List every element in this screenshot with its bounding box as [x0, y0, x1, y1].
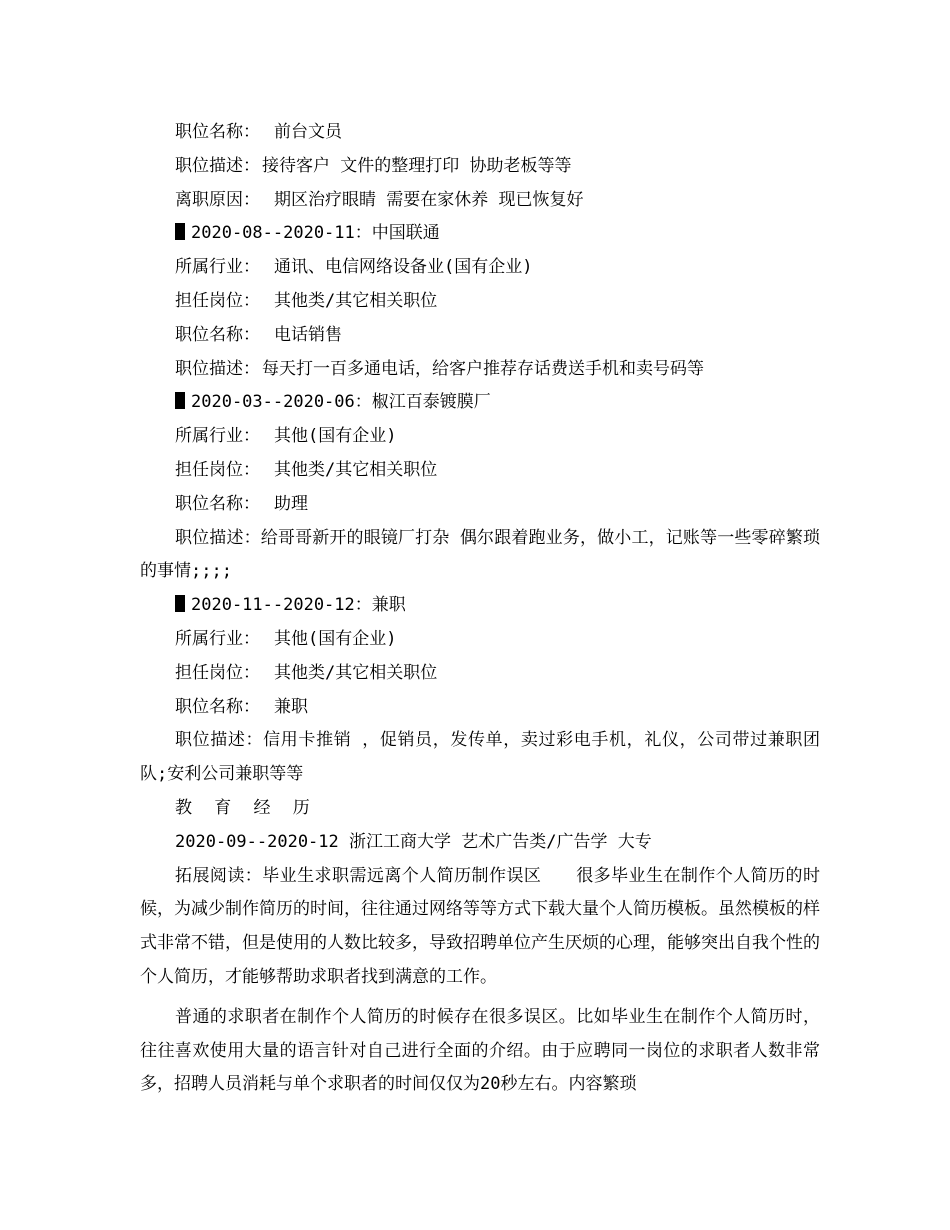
- job-post-value: 其他类/其它相关职位: [274, 662, 438, 683]
- job-description-row: [140, 150, 820, 184]
- job-post-label: 担任岗位：: [175, 459, 260, 480]
- job-title-row: [140, 319, 820, 353]
- job-heading: [140, 386, 820, 420]
- job-post-label: 担任岗位：: [175, 662, 260, 683]
- job-heading: [140, 217, 820, 251]
- job-post-row: [140, 454, 820, 488]
- article-paragraph: 拓展阅读：毕业生求职需远离个人简历制作误区 很多毕业生在制作个人简历的时候，为减少制作简历的时间，往往通过网络等等方式下载大量个人简历模板。虽然模板的样式非常不错，但是使用的人数比较多，导致招聘单位产生厌烦的心理，能够突出自我个性的个人简历，才能够帮助求职者找到满意的工作。: [140, 865, 820, 987]
- job-heading-text: 2020-03--2020-06：椒江百泰镀膜厂: [191, 392, 491, 413]
- leave-reason-row: [140, 184, 820, 218]
- job-description-value: 给哥哥新开的眼镜厂打杂 偶尔跟着跑业务，做小工，记账等一些零碎繁琐的事情;;;;: [140, 527, 821, 582]
- bullet-square-icon: [175, 223, 185, 240]
- job-description-value: 接待客户 文件的整理打印 协助老板等等: [262, 155, 572, 176]
- job-description-label: 职位描述：: [175, 358, 260, 379]
- job-industry-row: [140, 623, 820, 657]
- leave-reason-label: 离职原因：: [175, 189, 260, 210]
- job-title-value: 助理: [274, 493, 308, 514]
- job-description-label: 职位描述：: [175, 155, 260, 176]
- job-industry-row: [140, 420, 820, 454]
- job-description-paragraph: [140, 724, 820, 792]
- bullet-square-icon: [175, 595, 185, 612]
- job-description-paragraph: [140, 522, 820, 590]
- job-industry-value: 其他(国有企业): [274, 628, 397, 649]
- job-industry-label: 所属行业：: [175, 257, 260, 278]
- job-heading-text: 2020-08--2020-11：中国联通: [191, 223, 440, 244]
- job-title-label: 职位名称：: [175, 696, 260, 717]
- article-paragraph: 普通的求职者在制作个人简历的时候存在很多误区。比如毕业生在制作个人简历时，往往喜欢使用大量的语言针对自己进行全面的介绍。由于应聘同一岗位的求职者人数非常多，招聘人员消耗与单个求职者的时间仅仅为20秒左右。内容繁琐: [140, 1006, 820, 1095]
- job-post-row: [140, 657, 820, 691]
- job-description-value: 信用卡推销 ，促销员，发传单，卖过彩电手机，礼仪，公司带过兼职团队;安利公司兼职等等: [140, 730, 821, 785]
- job-industry-label: 所属行业：: [175, 426, 260, 447]
- resume-content: [140, 116, 820, 1102]
- job-industry-value: 其他(国有企业): [274, 426, 397, 447]
- education-heading: 教 育 经 历: [175, 797, 316, 818]
- job-post-label: 担任岗位：: [175, 290, 260, 311]
- education-entry: 2020-09--2020-12 浙江工商大学 艺术广告类/广告学 大专: [175, 831, 652, 852]
- job-description-row: [140, 353, 820, 387]
- job-industry-label: 所属行业：: [175, 628, 260, 649]
- job-heading: [140, 589, 820, 623]
- job-post-value: 其他类/其它相关职位: [274, 290, 438, 311]
- job-industry-value: 通讯、电信网络设备业(国有企业): [274, 257, 533, 278]
- job-title-label: 职位名称：: [175, 122, 260, 142]
- leave-reason-value: 期区治疗眼睛 需要在家休养 现已恢复好: [274, 189, 584, 210]
- job-title-label: 职位名称：: [175, 493, 260, 514]
- job-title-row: [140, 691, 820, 725]
- job-title-value: 前台文员: [274, 122, 342, 142]
- job-title-row: [140, 488, 820, 522]
- job-industry-row: [140, 251, 820, 285]
- job-post-row: [140, 285, 820, 319]
- bullet-square-icon: [175, 392, 185, 409]
- job-description-label: 职位描述：: [175, 730, 264, 751]
- job-post-value: 其他类/其它相关职位: [274, 459, 438, 480]
- job-title-label: 职位名称：: [175, 324, 260, 345]
- job-title-value: 兼职: [274, 696, 308, 717]
- job-title-value: 电话销售: [274, 324, 342, 345]
- job-description-value: 每天打一百多通电话，给客户推荐存话费送手机和卖号码等: [262, 358, 704, 379]
- job-title-row: [140, 116, 820, 150]
- job-heading-text: 2020-11--2020-12：兼职: [191, 595, 406, 616]
- job-description-label: 职位描述：: [175, 527, 261, 548]
